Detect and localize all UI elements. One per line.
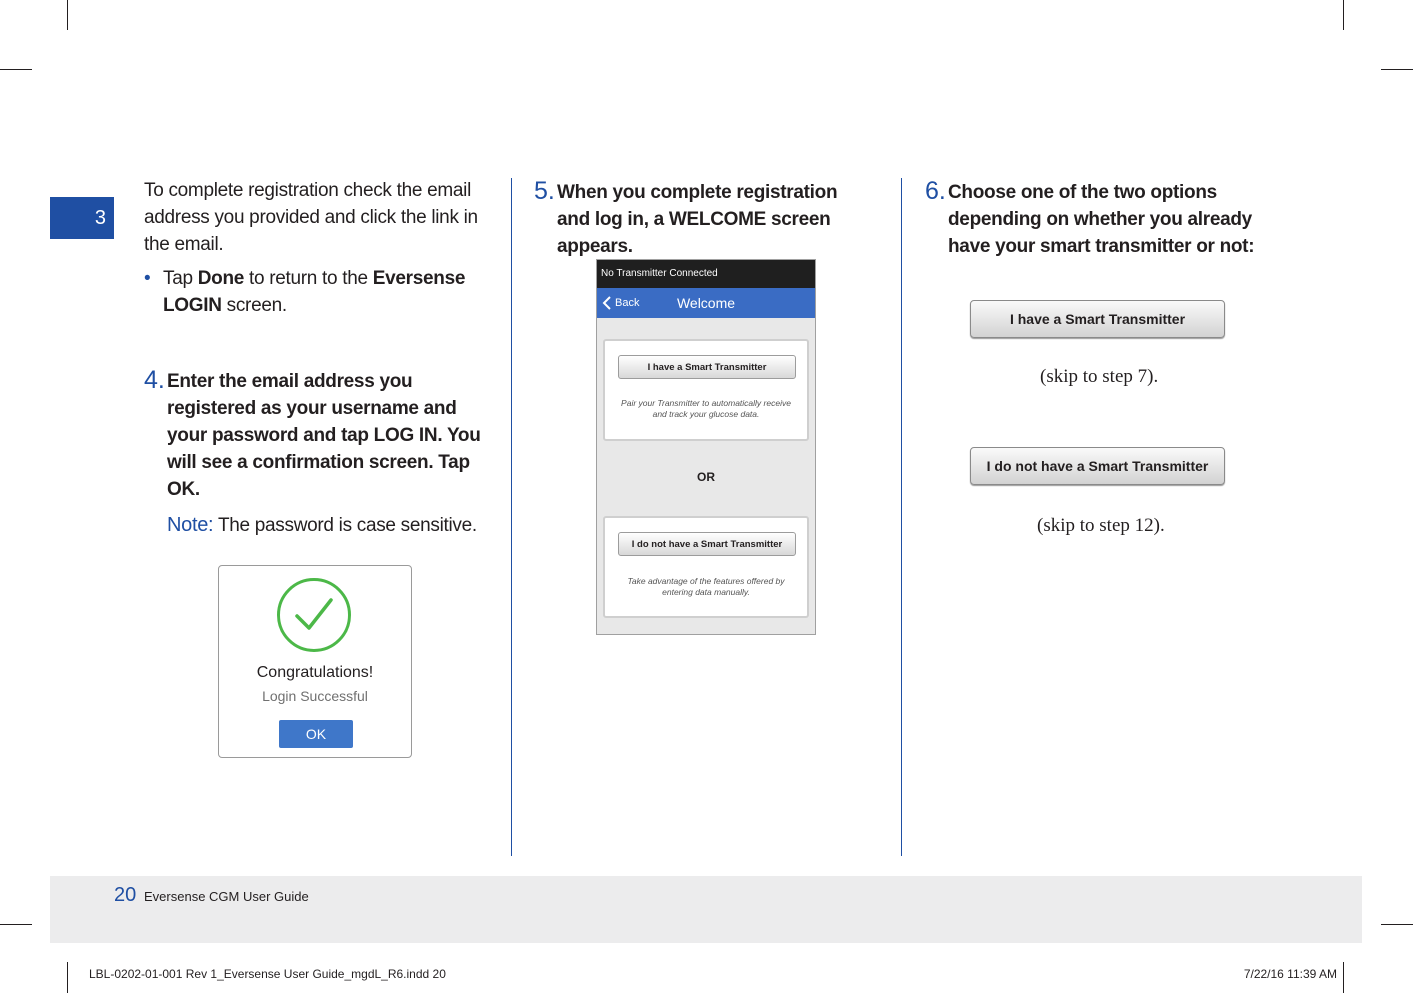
crop-mark xyxy=(67,962,68,993)
status-bar: No Transmitter Connected xyxy=(597,260,815,288)
no-transmitter-button[interactable]: I do not have a Smart Transmitter xyxy=(618,532,796,556)
crop-mark xyxy=(1381,924,1413,925)
no-transmitter-option-button[interactable]: I do not have a Smart Transmitter xyxy=(970,447,1225,485)
step-6-text: Choose one of the two options depending on whether you already have your smart transmitter or not: xyxy=(948,182,1255,257)
step-4-text: Enter the email address you registered as your username and your password and tap LOG IN. You will see a confirmation screen. Tap OK. xyxy=(167,371,481,500)
no-transmitter-desc: Take advantage of the features offered by entering data manually. xyxy=(627,576,785,597)
note: Note: The password is case sensitive. xyxy=(167,514,477,536)
crop-mark xyxy=(1343,0,1344,30)
bullet-item: • Tap Done to return to the Eversense LOGIN screen. xyxy=(144,265,484,319)
step-5-number: 5. xyxy=(534,177,555,205)
column-divider xyxy=(511,178,512,856)
crop-mark xyxy=(1343,962,1344,993)
column-divider xyxy=(901,178,902,856)
footer-title: Eversense CGM User Guide xyxy=(144,889,309,904)
ok-button[interactable]: OK xyxy=(279,720,353,748)
eversense-login-label: Eversense LOGIN xyxy=(163,268,466,316)
nav-title: Welcome xyxy=(676,295,736,311)
welcome-screen xyxy=(596,259,816,635)
page-number: 20 xyxy=(114,884,137,906)
have-transmitter-option-button[interactable]: I have a Smart Transmitter xyxy=(970,300,1225,338)
or-label: OR xyxy=(697,470,715,484)
skip-note-step-12: (skip to step 12). xyxy=(1037,515,1165,536)
crop-mark xyxy=(0,924,32,925)
slug-right: 7/22/16 11:39 AM xyxy=(1243,967,1337,981)
login-success-dialog xyxy=(218,565,412,758)
crop-mark xyxy=(67,0,68,30)
bullet-dot: • xyxy=(144,268,151,289)
note-label: Note: xyxy=(167,514,214,536)
step-6-number: 6. xyxy=(925,177,946,205)
have-transmitter-desc: Pair your Transmitter to automatically receive and track your glucose data. xyxy=(621,398,791,419)
slug-left: LBL-0202-01-001 Rev 1_Eversense User Guide_mgdL_R6.indd 20 xyxy=(89,967,446,981)
back-button[interactable]: Back xyxy=(602,296,639,310)
skip-note-step-7: (skip to step 7). xyxy=(1040,366,1159,387)
intro-paragraph: To complete registration check the email address you provided and click the link in the email. xyxy=(144,180,478,255)
footer-band xyxy=(50,876,1362,943)
done-label: Done xyxy=(197,268,245,289)
nav-bar xyxy=(597,288,815,318)
crop-mark xyxy=(1381,69,1413,70)
dialog-title: Congratulations! xyxy=(256,664,374,681)
step-5-text: When you complete registration and log in, a WELCOME screen appears. xyxy=(557,182,838,257)
chapter-tab: 3 xyxy=(50,197,114,239)
have-transmitter-panel xyxy=(603,339,809,441)
checkmark-icon xyxy=(277,578,351,652)
step-4-number: 4. xyxy=(144,366,165,394)
crop-mark xyxy=(0,69,32,70)
no-transmitter-panel xyxy=(603,516,809,618)
have-transmitter-button[interactable]: I have a Smart Transmitter xyxy=(618,355,796,379)
dialog-subtitle: Login Successful xyxy=(262,688,368,704)
